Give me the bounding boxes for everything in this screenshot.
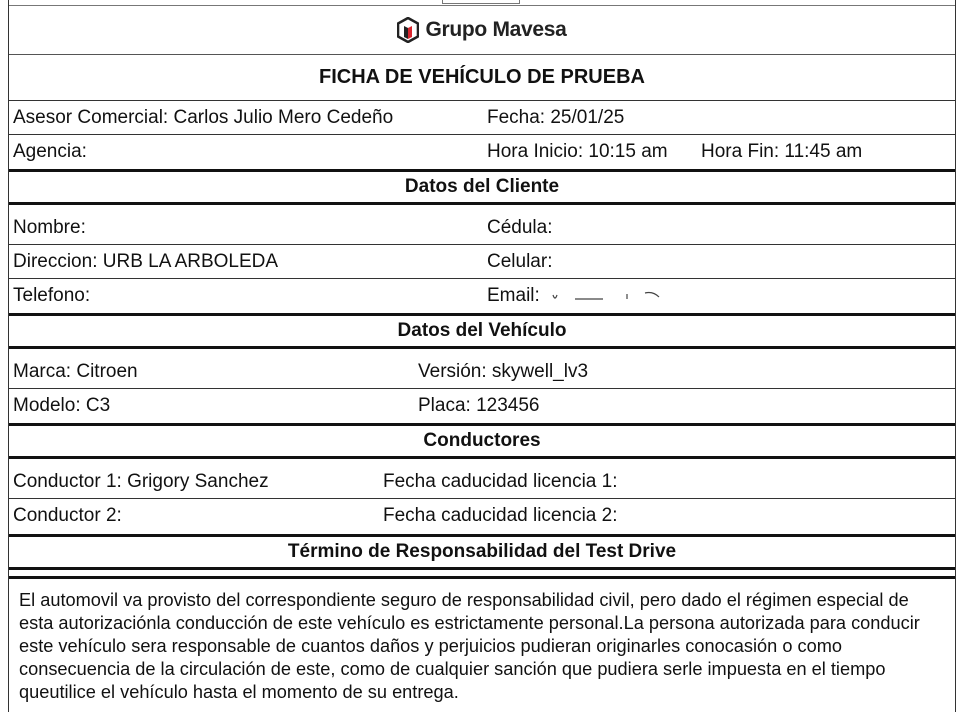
version-field: Versión: skywell_lv3 xyxy=(418,361,589,382)
email-label: Email: xyxy=(487,285,540,306)
modelo-field: Modelo: C3 xyxy=(13,395,111,416)
placa-field: Placa: 123456 xyxy=(418,395,540,416)
conductor2-field: Conductor 2: xyxy=(13,505,122,526)
marca-row xyxy=(9,355,955,389)
cedula-field: Cédula: xyxy=(487,217,553,238)
brand-name: Grupo Mavesa xyxy=(425,18,567,41)
licencia2-field: Fecha caducidad licencia 2: xyxy=(383,505,618,526)
terminos-heading: Término de Responsabilidad del Test Drive xyxy=(9,534,955,570)
form-title: FICHA DE VEHÍCULO DE PRUEBA xyxy=(9,55,955,101)
licencia1-field: Fecha caducidad licencia 1: xyxy=(383,471,618,492)
agencia-field: Agencia: xyxy=(13,141,87,162)
conductor1-field: Conductor 1: Grigory Sanchez xyxy=(13,471,269,492)
marca-field: Marca: Citroen xyxy=(13,361,138,382)
agencia-row xyxy=(9,135,955,169)
direccion-row xyxy=(9,245,955,279)
terminos-text: El automovil va provisto del correspondiente seguro de responsabilidad civil, pero dado el régimen especial de esta autorizaciónla conducción de este vehículo es estrictamente personal.La persona autorizada para conducir este vehículo sera responsable de cuantos daños y perjuicios pudieran originarles conocasión o como consecuencia de la circulación de este, como de cualquier sanción que pudiera serle impuesta en el tiempo queutilice el vehículo hasta el momento de su entrega. xyxy=(19,590,920,702)
hora-inicio-field: Hora Inicio: 10:15 am xyxy=(487,141,668,162)
terminos-section xyxy=(9,576,955,712)
brand-header xyxy=(9,5,955,55)
grupo-mavesa-logo-icon xyxy=(397,17,419,43)
fecha-field: Fecha: 25/01/25 xyxy=(487,107,625,128)
vehiculo-heading: Datos del Vehículo xyxy=(9,313,955,349)
conductor2-row xyxy=(9,499,955,533)
email-field xyxy=(487,285,665,307)
direccion-field: Direccion: URB LA ARBOLEDA xyxy=(13,251,279,272)
vehicle-test-form xyxy=(8,0,956,712)
nombre-row xyxy=(9,211,955,245)
celular-field: Celular: xyxy=(487,251,553,272)
telefono-field: Telefono: xyxy=(13,285,91,306)
nombre-field: Nombre: xyxy=(13,217,86,238)
cliente-heading: Datos del Cliente xyxy=(9,169,955,205)
modelo-row xyxy=(9,389,955,423)
asesor-field: Asesor Comercial: Carlos Julio Mero Cedeño xyxy=(13,107,394,128)
conductor1-row xyxy=(9,465,955,499)
telefono-row xyxy=(9,279,955,313)
hora-fin-field: Hora Fin: 11:45 am xyxy=(701,141,863,162)
redacted-email-icon xyxy=(545,291,665,301)
asesor-row xyxy=(9,101,955,135)
conductores-heading: Conductores xyxy=(9,423,955,459)
